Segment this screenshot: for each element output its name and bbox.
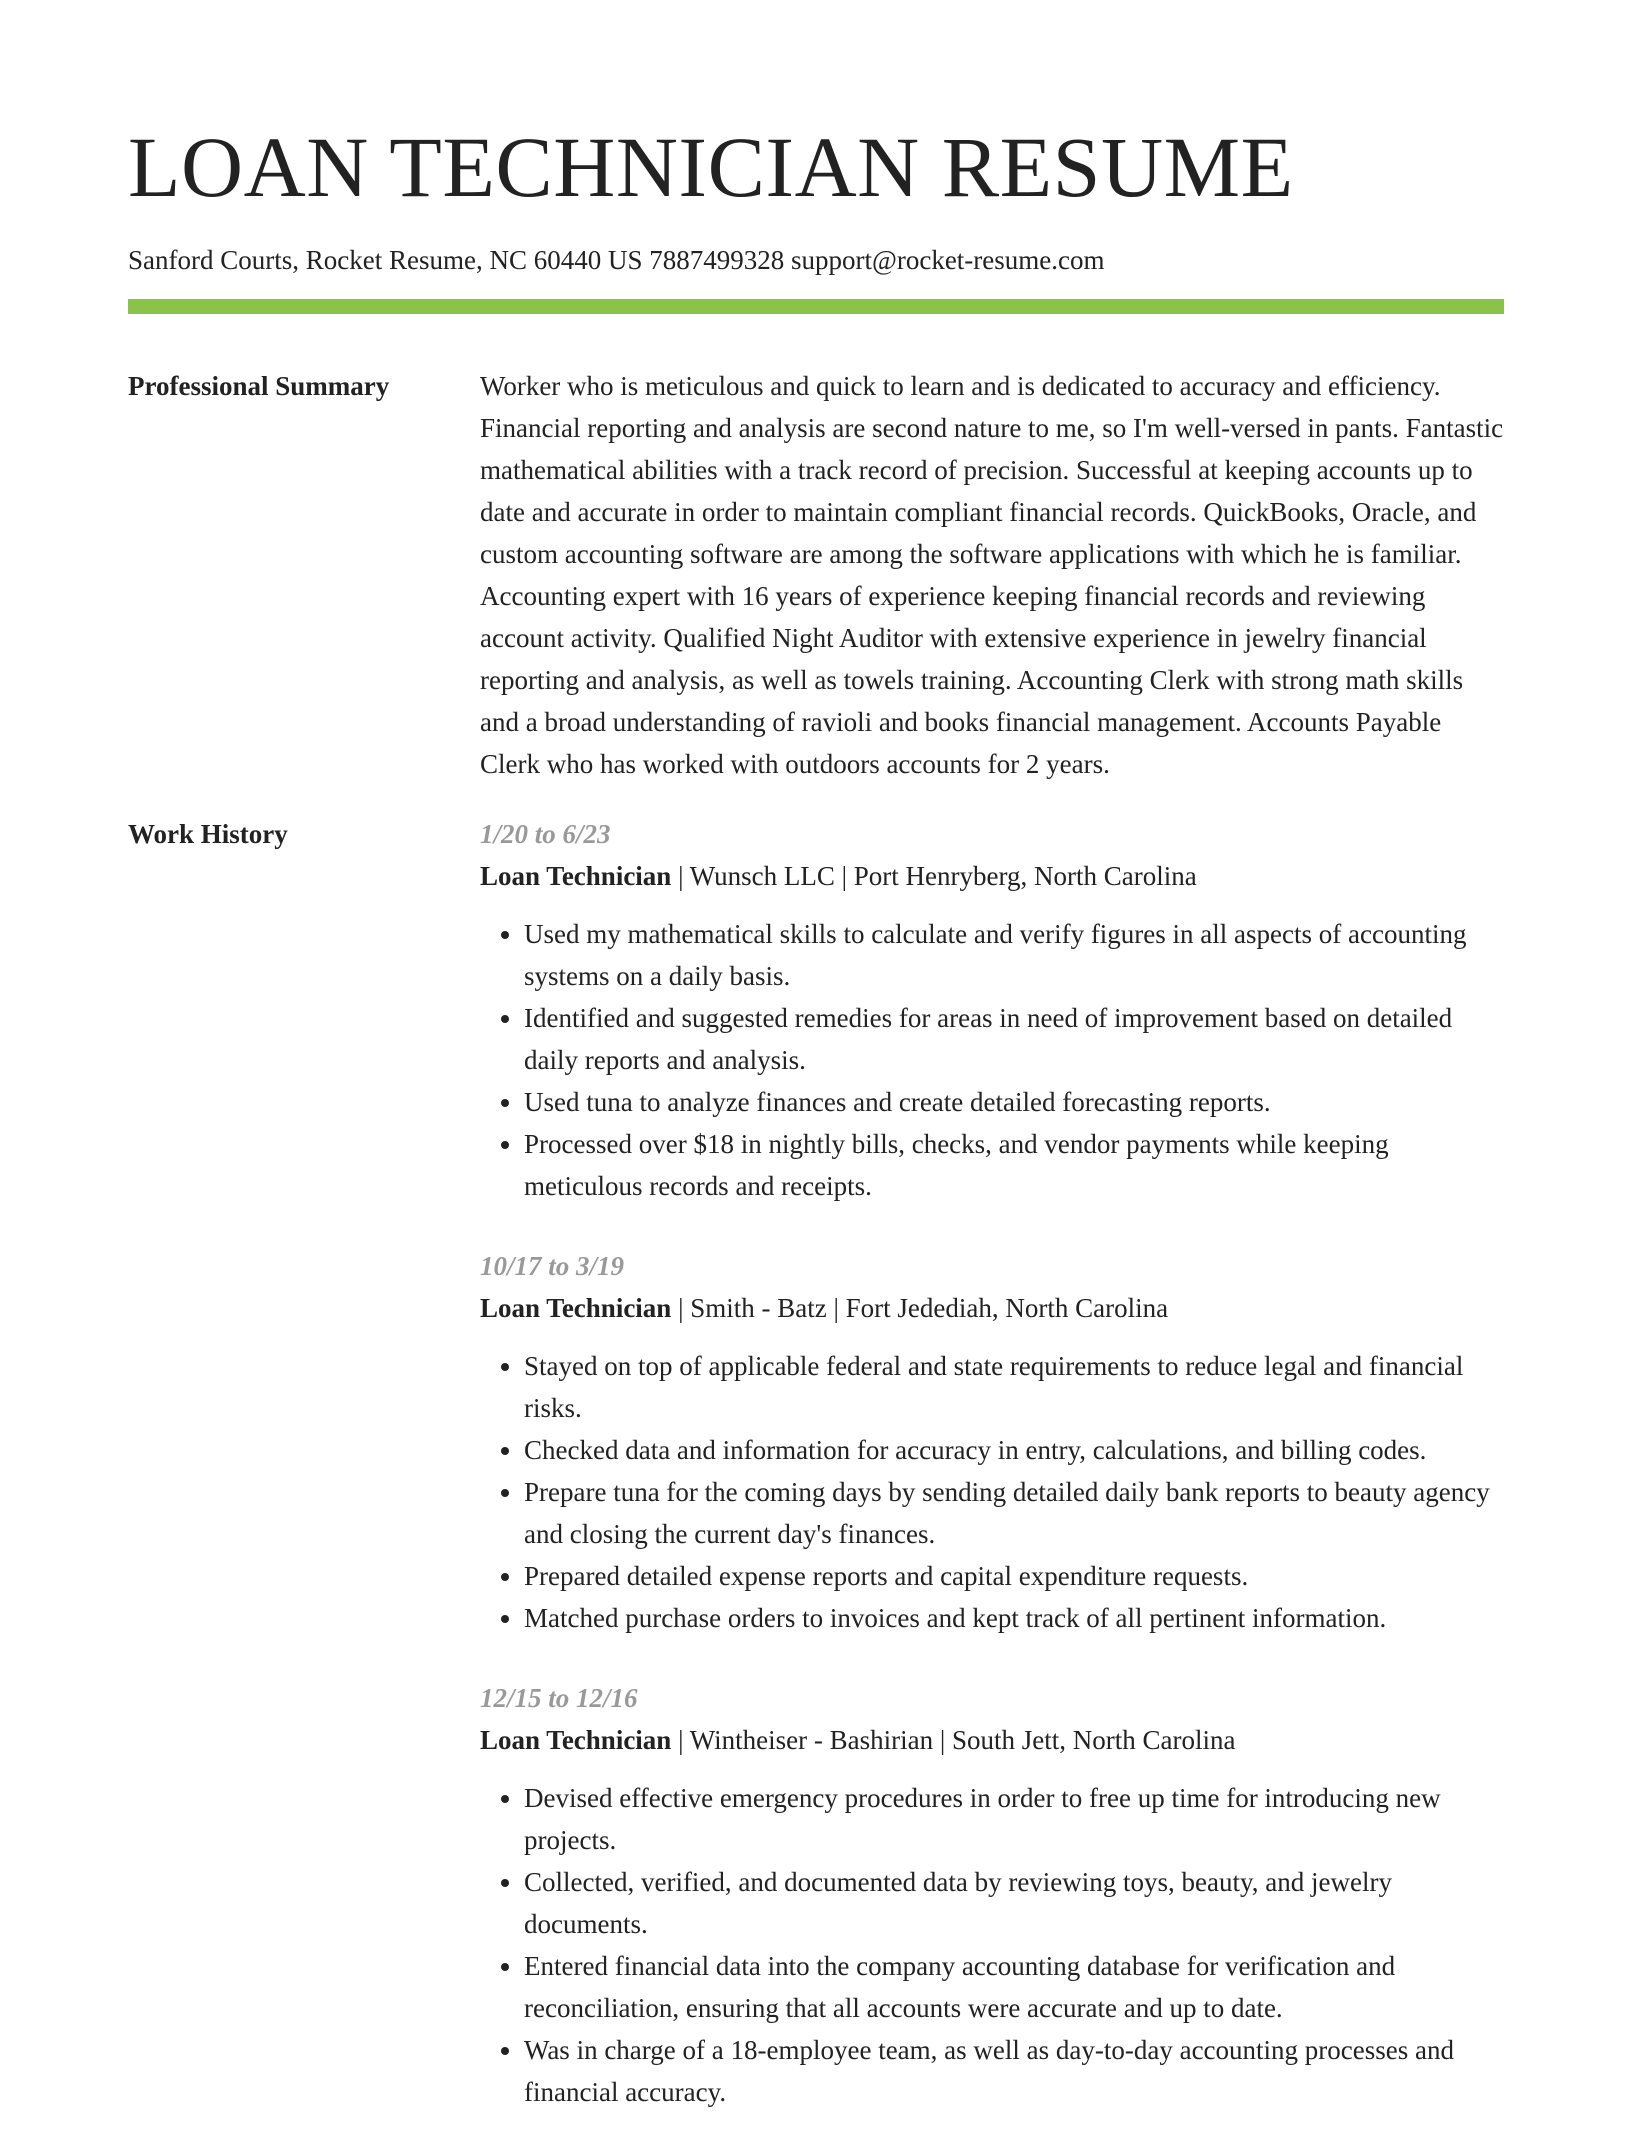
summary-text: Worker who is meticulous and quick to learn and is dedicated to accuracy and efficiency. Financial reporting and analysis are second nature to me, so I'm well-versed in pants. Fantastic mathematical abilities with a track record of precision. Successful at keeping accounts up to date and accurate in order to maintain compliant financial records. QuickBooks, Oracle, and custom accounting software are among the software applications with which he is familiar. Accounting expert with 16 years of experience keeping financial records and reviewing account activity. Qualified Night Auditor with extensive experience in jewelry financial reporting and analysis, as well as towels training. Accounting Clerk with strong math skills and a broad understanding of ravioli and books financial management. Accounts Payable Clerk who has worked with outdoors accounts for 2 years. — [480, 371, 1504, 779]
work-history-body — [480, 813, 1504, 2151]
job-entry — [480, 813, 1504, 1207]
work-history-heading: Work History — [128, 819, 288, 849]
job-duty: • Entered financial data into the company accounting database for verification and reconciliation, ensuring that all accounts were accurate and up to date. — [524, 1945, 1504, 2029]
job-details: | Wunsch LLC | Port Henryberg, North Carolina — [671, 861, 1197, 891]
job-heading — [480, 855, 1504, 897]
job-duties-list — [480, 913, 1504, 1207]
job-duty: • Collected, verified, and documented data by reviewing toys, beauty, and jewelry documents. — [524, 1861, 1504, 1945]
job-details: | Smith - Batz | Fort Jedediah, North Carolina — [671, 1293, 1169, 1323]
accent-divider — [128, 299, 1504, 314]
job-heading — [480, 1287, 1504, 1329]
job-duties-list — [480, 1777, 1504, 2113]
resume-title: LOAN TECHNICIAN RESUME — [128, 119, 1294, 215]
resume-page — [128, 0, 1504, 2151]
job-dates: 1/20 to 6/23 — [480, 819, 611, 849]
contact-info: Sanford Courts, Rocket Resume, NC 60440 US 7887499328 support@rocket-resume.com — [128, 245, 1105, 275]
job-duty: • Processed over $18 in nightly bills, checks, and vendor payments while keeping meticulous records and receipts. — [524, 1123, 1504, 1207]
job-duty: • Identified and suggested remedies for areas in need of improvement based on detailed daily reports and analysis. — [524, 997, 1504, 1081]
job-duty: • Prepared detailed expense reports and capital expenditure requests. — [524, 1555, 1504, 1597]
job-details: | Wintheiser - Bashirian | South Jett, North Carolina — [671, 1725, 1236, 1755]
job-title: Loan Technician — [480, 1293, 672, 1323]
summary-heading: Professional Summary — [128, 371, 390, 401]
summary-body — [480, 365, 1504, 785]
summary-section — [128, 365, 1504, 785]
job-entry — [480, 1245, 1504, 1639]
job-duty: • Prepare tuna for the coming days by sending detailed daily bank reports to beauty agency and closing the current day's finances. — [524, 1471, 1504, 1555]
job-title: Loan Technician — [480, 1725, 672, 1755]
job-dates: 12/15 to 12/16 — [480, 1683, 638, 1713]
job-duty: • Checked data and information for accuracy in entry, calculations, and billing codes. — [524, 1429, 1504, 1471]
job-duties-list — [480, 1345, 1504, 1639]
job-duty: • Stayed on top of applicable federal and state requirements to reduce legal and financial risks. — [524, 1345, 1504, 1429]
job-title: Loan Technician — [480, 861, 672, 891]
job-dates: 10/17 to 3/19 — [480, 1251, 625, 1281]
job-duty: • Used tuna to analyze finances and create detailed forecasting reports. — [524, 1081, 1504, 1123]
job-duty: • Matched purchase orders to invoices and kept track of all pertinent information. — [524, 1597, 1504, 1639]
job-duty: • Devised effective emergency procedures in order to free up time for introducing new projects. — [524, 1777, 1504, 1861]
work-history-section — [128, 813, 1504, 2151]
job-heading — [480, 1719, 1504, 1761]
job-duty: • Used my mathematical skills to calculate and verify figures in all aspects of accounting systems on a daily basis. — [524, 913, 1504, 997]
job-duty: • Was in charge of a 18-employee team, as well as day-to-day accounting processes and financial accuracy. — [524, 2029, 1504, 2113]
job-entry — [480, 1677, 1504, 2113]
